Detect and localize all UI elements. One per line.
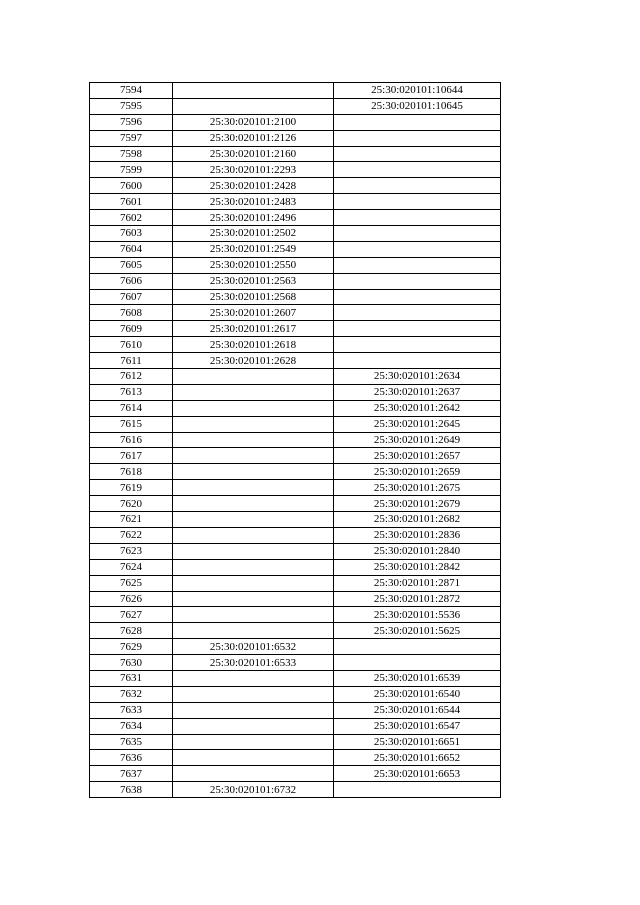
row-number-cell: 7629	[90, 639, 173, 655]
cadastral-number-cell-b: 25:30:020101:2659	[334, 464, 501, 480]
table-row	[90, 353, 501, 369]
cadastral-number-cell-a: 25:30:020101:2293	[173, 162, 334, 178]
table-row	[90, 623, 501, 639]
table-row	[90, 337, 501, 353]
cadastral-number-cell-b: 25:30:020101:2645	[334, 416, 501, 432]
row-number-cell: 7599	[90, 162, 173, 178]
cadastral-number-cell-b: 25:30:020101:2836	[334, 527, 501, 543]
table-row	[90, 273, 501, 289]
cadastral-number-cell-a	[173, 607, 334, 623]
row-number-cell: 7614	[90, 400, 173, 416]
cadastral-number-cell-b: 25:30:020101:2634	[334, 369, 501, 385]
row-number-cell: 7596	[90, 114, 173, 130]
cadastral-number-cell-b: 25:30:020101:10644	[334, 83, 501, 99]
cadastral-number-cell-b: 25:30:020101:2657	[334, 448, 501, 464]
table-row	[90, 655, 501, 671]
cadastral-number-cell-a: 25:30:020101:6533	[173, 655, 334, 671]
cadastral-number-cell-a	[173, 369, 334, 385]
cadastral-number-cell-b: 25:30:020101:2679	[334, 496, 501, 512]
table-row	[90, 400, 501, 416]
cadastral-number-cell-a	[173, 83, 334, 99]
table-row	[90, 512, 501, 528]
row-number-cell: 7625	[90, 575, 173, 591]
row-number-cell: 7608	[90, 305, 173, 321]
cadastral-number-cell-a	[173, 575, 334, 591]
cadastral-number-cell-a	[173, 734, 334, 750]
table-row	[90, 162, 501, 178]
cadastral-number-cell-b: 25:30:020101:10645	[334, 98, 501, 114]
cadastral-number-cell-a	[173, 384, 334, 400]
row-number-cell: 7631	[90, 670, 173, 686]
table-row	[90, 750, 501, 766]
table-row	[90, 766, 501, 782]
cadastral-number-cell-b	[334, 194, 501, 210]
cadastral-number-cell-b	[334, 289, 501, 305]
cadastral-number-cell-b: 25:30:020101:2682	[334, 512, 501, 528]
cadastral-number-cell-a	[173, 448, 334, 464]
row-number-cell: 7597	[90, 130, 173, 146]
row-number-cell: 7612	[90, 369, 173, 385]
table-row	[90, 432, 501, 448]
cadastral-number-cell-b	[334, 321, 501, 337]
table-row	[90, 146, 501, 162]
cadastral-number-cell-a	[173, 702, 334, 718]
cadastral-number-cell-b: 25:30:020101:5536	[334, 607, 501, 623]
row-number-cell: 7610	[90, 337, 173, 353]
row-number-cell: 7615	[90, 416, 173, 432]
cadastral-number-cell-a	[173, 670, 334, 686]
row-number-cell: 7607	[90, 289, 173, 305]
row-number-cell: 7623	[90, 543, 173, 559]
cadastral-number-cell-b: 25:30:020101:6653	[334, 766, 501, 782]
table-row	[90, 178, 501, 194]
table-row	[90, 241, 501, 257]
row-number-cell: 7634	[90, 718, 173, 734]
row-number-cell: 7602	[90, 210, 173, 226]
table-row	[90, 734, 501, 750]
cadastral-number-cell-a	[173, 543, 334, 559]
cadastral-number-cell-b	[334, 305, 501, 321]
cadastral-number-cell-a: 25:30:020101:2126	[173, 130, 334, 146]
cadastral-number-cell-a	[173, 464, 334, 480]
cadastral-number-cell-a	[173, 98, 334, 114]
table-row	[90, 194, 501, 210]
cadastral-number-cell-b	[334, 353, 501, 369]
cadastral-number-cell-b	[334, 210, 501, 226]
cadastral-number-cell-a: 25:30:020101:6532	[173, 639, 334, 655]
row-number-cell: 7595	[90, 98, 173, 114]
cadastral-number-cell-b	[334, 162, 501, 178]
row-number-cell: 7603	[90, 226, 173, 242]
row-number-cell: 7598	[90, 146, 173, 162]
cadastral-number-cell-a	[173, 559, 334, 575]
cadastral-number-cell-a: 25:30:020101:2628	[173, 353, 334, 369]
row-number-cell: 7609	[90, 321, 173, 337]
cadastral-number-cell-b	[334, 337, 501, 353]
cadastral-number-cell-a: 25:30:020101:2568	[173, 289, 334, 305]
table-row	[90, 670, 501, 686]
table-row	[90, 607, 501, 623]
table-row	[90, 686, 501, 702]
cadastral-number-cell-a: 25:30:020101:2100	[173, 114, 334, 130]
cadastral-number-cell-b	[334, 639, 501, 655]
cadastral-number-cell-a	[173, 591, 334, 607]
table-row	[90, 289, 501, 305]
cadastral-number-cell-b: 25:30:020101:2642	[334, 400, 501, 416]
row-number-cell: 7616	[90, 432, 173, 448]
table-row	[90, 369, 501, 385]
cadastral-number-cell-b: 25:30:020101:2840	[334, 543, 501, 559]
table-row	[90, 321, 501, 337]
table-row	[90, 305, 501, 321]
cadastral-number-cell-a	[173, 766, 334, 782]
cadastral-number-cell-a	[173, 432, 334, 448]
row-number-cell: 7601	[90, 194, 173, 210]
cadastral-number-cell-a	[173, 718, 334, 734]
cadastral-number-cell-a: 25:30:020101:2618	[173, 337, 334, 353]
cadastral-number-cell-b	[334, 782, 501, 798]
cadastral-number-cell-b: 25:30:020101:6540	[334, 686, 501, 702]
cadastral-number-cell-b: 25:30:020101:6539	[334, 670, 501, 686]
table-row	[90, 130, 501, 146]
row-number-cell: 7600	[90, 178, 173, 194]
table-row	[90, 702, 501, 718]
table-row	[90, 480, 501, 496]
cadastral-number-cell-b	[334, 130, 501, 146]
row-number-cell: 7627	[90, 607, 173, 623]
cadastral-number-cell-a	[173, 686, 334, 702]
row-number-cell: 7611	[90, 353, 173, 369]
table-row	[90, 559, 501, 575]
row-number-cell: 7621	[90, 512, 173, 528]
cadastral-number-cell-b	[334, 655, 501, 671]
row-number-cell: 7632	[90, 686, 173, 702]
cadastral-number-cell-a: 25:30:020101:2549	[173, 241, 334, 257]
row-number-cell: 7605	[90, 257, 173, 273]
cadastral-number-cell-b	[334, 114, 501, 130]
cadastral-number-cell-b: 25:30:020101:6544	[334, 702, 501, 718]
table-row	[90, 496, 501, 512]
cadastral-number-cell-a: 25:30:020101:2617	[173, 321, 334, 337]
table-row	[90, 718, 501, 734]
row-number-cell: 7638	[90, 782, 173, 798]
cadastral-number-cell-a: 25:30:020101:2607	[173, 305, 334, 321]
cadastral-number-cell-a: 25:30:020101:2563	[173, 273, 334, 289]
table-row	[90, 416, 501, 432]
cadastral-number-cell-a: 25:30:020101:2496	[173, 210, 334, 226]
row-number-cell: 7594	[90, 83, 173, 99]
cadastral-number-cell-a	[173, 496, 334, 512]
table-row	[90, 527, 501, 543]
row-number-cell: 7626	[90, 591, 173, 607]
cadastral-number-cell-b	[334, 226, 501, 242]
cadastral-number-cell-b	[334, 273, 501, 289]
row-number-cell: 7633	[90, 702, 173, 718]
table-row	[90, 575, 501, 591]
cadastral-number-cell-b: 25:30:020101:2675	[334, 480, 501, 496]
cadastral-number-cell-b: 25:30:020101:2872	[334, 591, 501, 607]
row-number-cell: 7613	[90, 384, 173, 400]
cadastral-number-cell-b: 25:30:020101:6651	[334, 734, 501, 750]
table-row	[90, 639, 501, 655]
cadastral-number-cell-a	[173, 416, 334, 432]
cadastral-number-cell-b	[334, 241, 501, 257]
cadastral-number-cell-b	[334, 257, 501, 273]
cadastral-number-cell-a: 25:30:020101:2428	[173, 178, 334, 194]
cadastral-number-cell-b	[334, 146, 501, 162]
cadastral-number-cell-b: 25:30:020101:2871	[334, 575, 501, 591]
row-number-cell: 7630	[90, 655, 173, 671]
cadastral-numbers-table	[89, 82, 501, 798]
cadastral-number-cell-a: 25:30:020101:2483	[173, 194, 334, 210]
row-number-cell: 7606	[90, 273, 173, 289]
table-body	[90, 83, 501, 798]
row-number-cell: 7622	[90, 527, 173, 543]
row-number-cell: 7636	[90, 750, 173, 766]
cadastral-number-cell-a	[173, 480, 334, 496]
table-row	[90, 257, 501, 273]
cadastral-number-cell-a	[173, 400, 334, 416]
table-row	[90, 226, 501, 242]
cadastral-number-cell-b: 25:30:020101:2649	[334, 432, 501, 448]
cadastral-number-cell-a: 25:30:020101:6732	[173, 782, 334, 798]
cadastral-number-cell-a: 25:30:020101:2550	[173, 257, 334, 273]
row-number-cell: 7618	[90, 464, 173, 480]
cadastral-number-cell-b: 25:30:020101:2842	[334, 559, 501, 575]
table-row	[90, 782, 501, 798]
table-row	[90, 98, 501, 114]
table-row	[90, 384, 501, 400]
table-row	[90, 448, 501, 464]
cadastral-number-cell-a	[173, 512, 334, 528]
row-number-cell: 7617	[90, 448, 173, 464]
cadastral-number-cell-b	[334, 178, 501, 194]
row-number-cell: 7604	[90, 241, 173, 257]
cadastral-number-cell-b: 25:30:020101:2637	[334, 384, 501, 400]
table-row	[90, 83, 501, 99]
row-number-cell: 7620	[90, 496, 173, 512]
cadastral-number-cell-a	[173, 750, 334, 766]
cadastral-number-cell-a	[173, 623, 334, 639]
row-number-cell: 7637	[90, 766, 173, 782]
table-row	[90, 543, 501, 559]
cadastral-number-cell-b: 25:30:020101:6547	[334, 718, 501, 734]
cadastral-number-cell-b: 25:30:020101:5625	[334, 623, 501, 639]
row-number-cell: 7624	[90, 559, 173, 575]
table-row	[90, 464, 501, 480]
table-row	[90, 210, 501, 226]
row-number-cell: 7619	[90, 480, 173, 496]
cadastral-number-cell-b: 25:30:020101:6652	[334, 750, 501, 766]
row-number-cell: 7628	[90, 623, 173, 639]
table-row	[90, 114, 501, 130]
cadastral-number-cell-a: 25:30:020101:2502	[173, 226, 334, 242]
row-number-cell: 7635	[90, 734, 173, 750]
cadastral-number-cell-a: 25:30:020101:2160	[173, 146, 334, 162]
table-row	[90, 591, 501, 607]
cadastral-number-cell-a	[173, 527, 334, 543]
